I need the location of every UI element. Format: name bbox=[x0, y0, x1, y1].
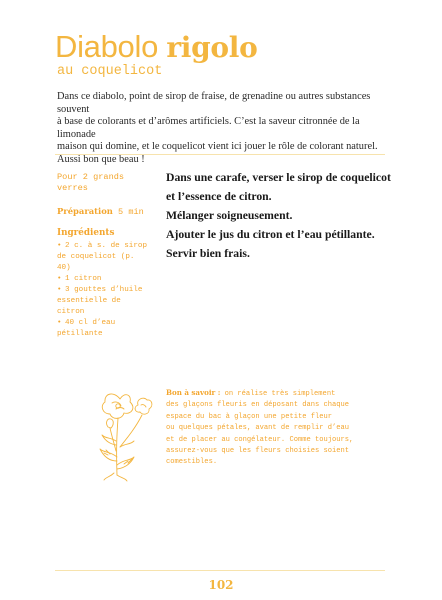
step-line: et l’essence de citron. bbox=[166, 190, 272, 203]
intro-line: à base de colorants et d’arômes artificiels. C’est la saveur citronnée de la limonade bbox=[57, 116, 360, 140]
tip-line: comestibles. bbox=[166, 458, 218, 467]
poppy-flower-icon bbox=[90, 385, 158, 485]
tip-line: espace du bac à glaçon une petite fleur bbox=[166, 412, 333, 421]
intro-line: Dans ce diabolo, point de sirop de fraise, de grenadine ou autres substances souvent bbox=[57, 91, 371, 115]
ingredient-item bbox=[57, 241, 152, 274]
bullet-icon: • bbox=[57, 275, 62, 283]
tip-box bbox=[166, 387, 354, 469]
step-line: Mélanger soigneusement. bbox=[166, 209, 293, 222]
bullet-icon: • bbox=[57, 286, 62, 294]
ingredient-text: 3 gouttes d’huile bbox=[65, 286, 143, 294]
top-divider bbox=[55, 154, 385, 155]
title-light-part: Diabolo bbox=[55, 29, 167, 64]
ingredient-text-cont: de coquelicot (p. 40) bbox=[57, 253, 135, 272]
bullet-icon: • bbox=[57, 242, 62, 250]
step-line: Dans une carafe, verser le sirop de coquelicot bbox=[166, 171, 391, 184]
prep-time bbox=[57, 206, 152, 218]
ingredient-text: 1 citron bbox=[65, 275, 102, 283]
ingredient-item bbox=[57, 318, 152, 340]
ingredient-item bbox=[57, 285, 152, 318]
tip-line bbox=[166, 387, 336, 400]
intro-paragraph bbox=[57, 91, 387, 167]
prep-value: 5 min bbox=[112, 207, 144, 217]
ingredient-text: 40 cl d’eau pétillante bbox=[57, 319, 116, 338]
recipe-title bbox=[55, 30, 258, 65]
tip-label: Bon à savoir : bbox=[166, 388, 221, 397]
ingredient-text-cont: essentielle de citron bbox=[57, 297, 121, 316]
ingredient-text: 2 c. à s. de sirop bbox=[65, 242, 148, 250]
prep-label: Préparation bbox=[57, 206, 113, 216]
ingredients-list bbox=[57, 241, 152, 340]
recipe-subtitle: au coquelicot bbox=[57, 64, 163, 79]
recipe-sidebar bbox=[57, 172, 152, 340]
step-line: Ajouter le jus du citron et l’eau pétillante. bbox=[166, 228, 375, 241]
servings-text: Pour 2 grands verres bbox=[57, 172, 125, 193]
bottom-divider bbox=[55, 570, 385, 571]
title-bold-part: rigolo bbox=[166, 31, 258, 64]
ingredients-title: Ingrédients bbox=[57, 228, 115, 238]
recipe-steps bbox=[166, 168, 391, 263]
tip-line: assurez-vous que les fleurs choisies soient bbox=[166, 447, 350, 456]
tip-line: des glaçons fleuris en déposant dans chaque bbox=[166, 401, 350, 410]
tip-line: ou quelques pétales, avant de remplir d’eau bbox=[166, 424, 350, 433]
tip-text: on réalise très simplement bbox=[220, 390, 336, 398]
page-number: 102 bbox=[208, 578, 234, 592]
intro-line: maison qui domine, et le coquelicot vient ici jouer le rôle de colorant naturel. bbox=[57, 141, 378, 153]
ingredient-item bbox=[57, 274, 152, 285]
tip-line: et de placer au congélateur. Comme toujours, bbox=[166, 435, 354, 444]
step-line: Servir bien frais. bbox=[166, 247, 250, 260]
bullet-icon: • bbox=[57, 319, 62, 327]
intro-line: Aussi bon que beau ! bbox=[57, 153, 145, 165]
